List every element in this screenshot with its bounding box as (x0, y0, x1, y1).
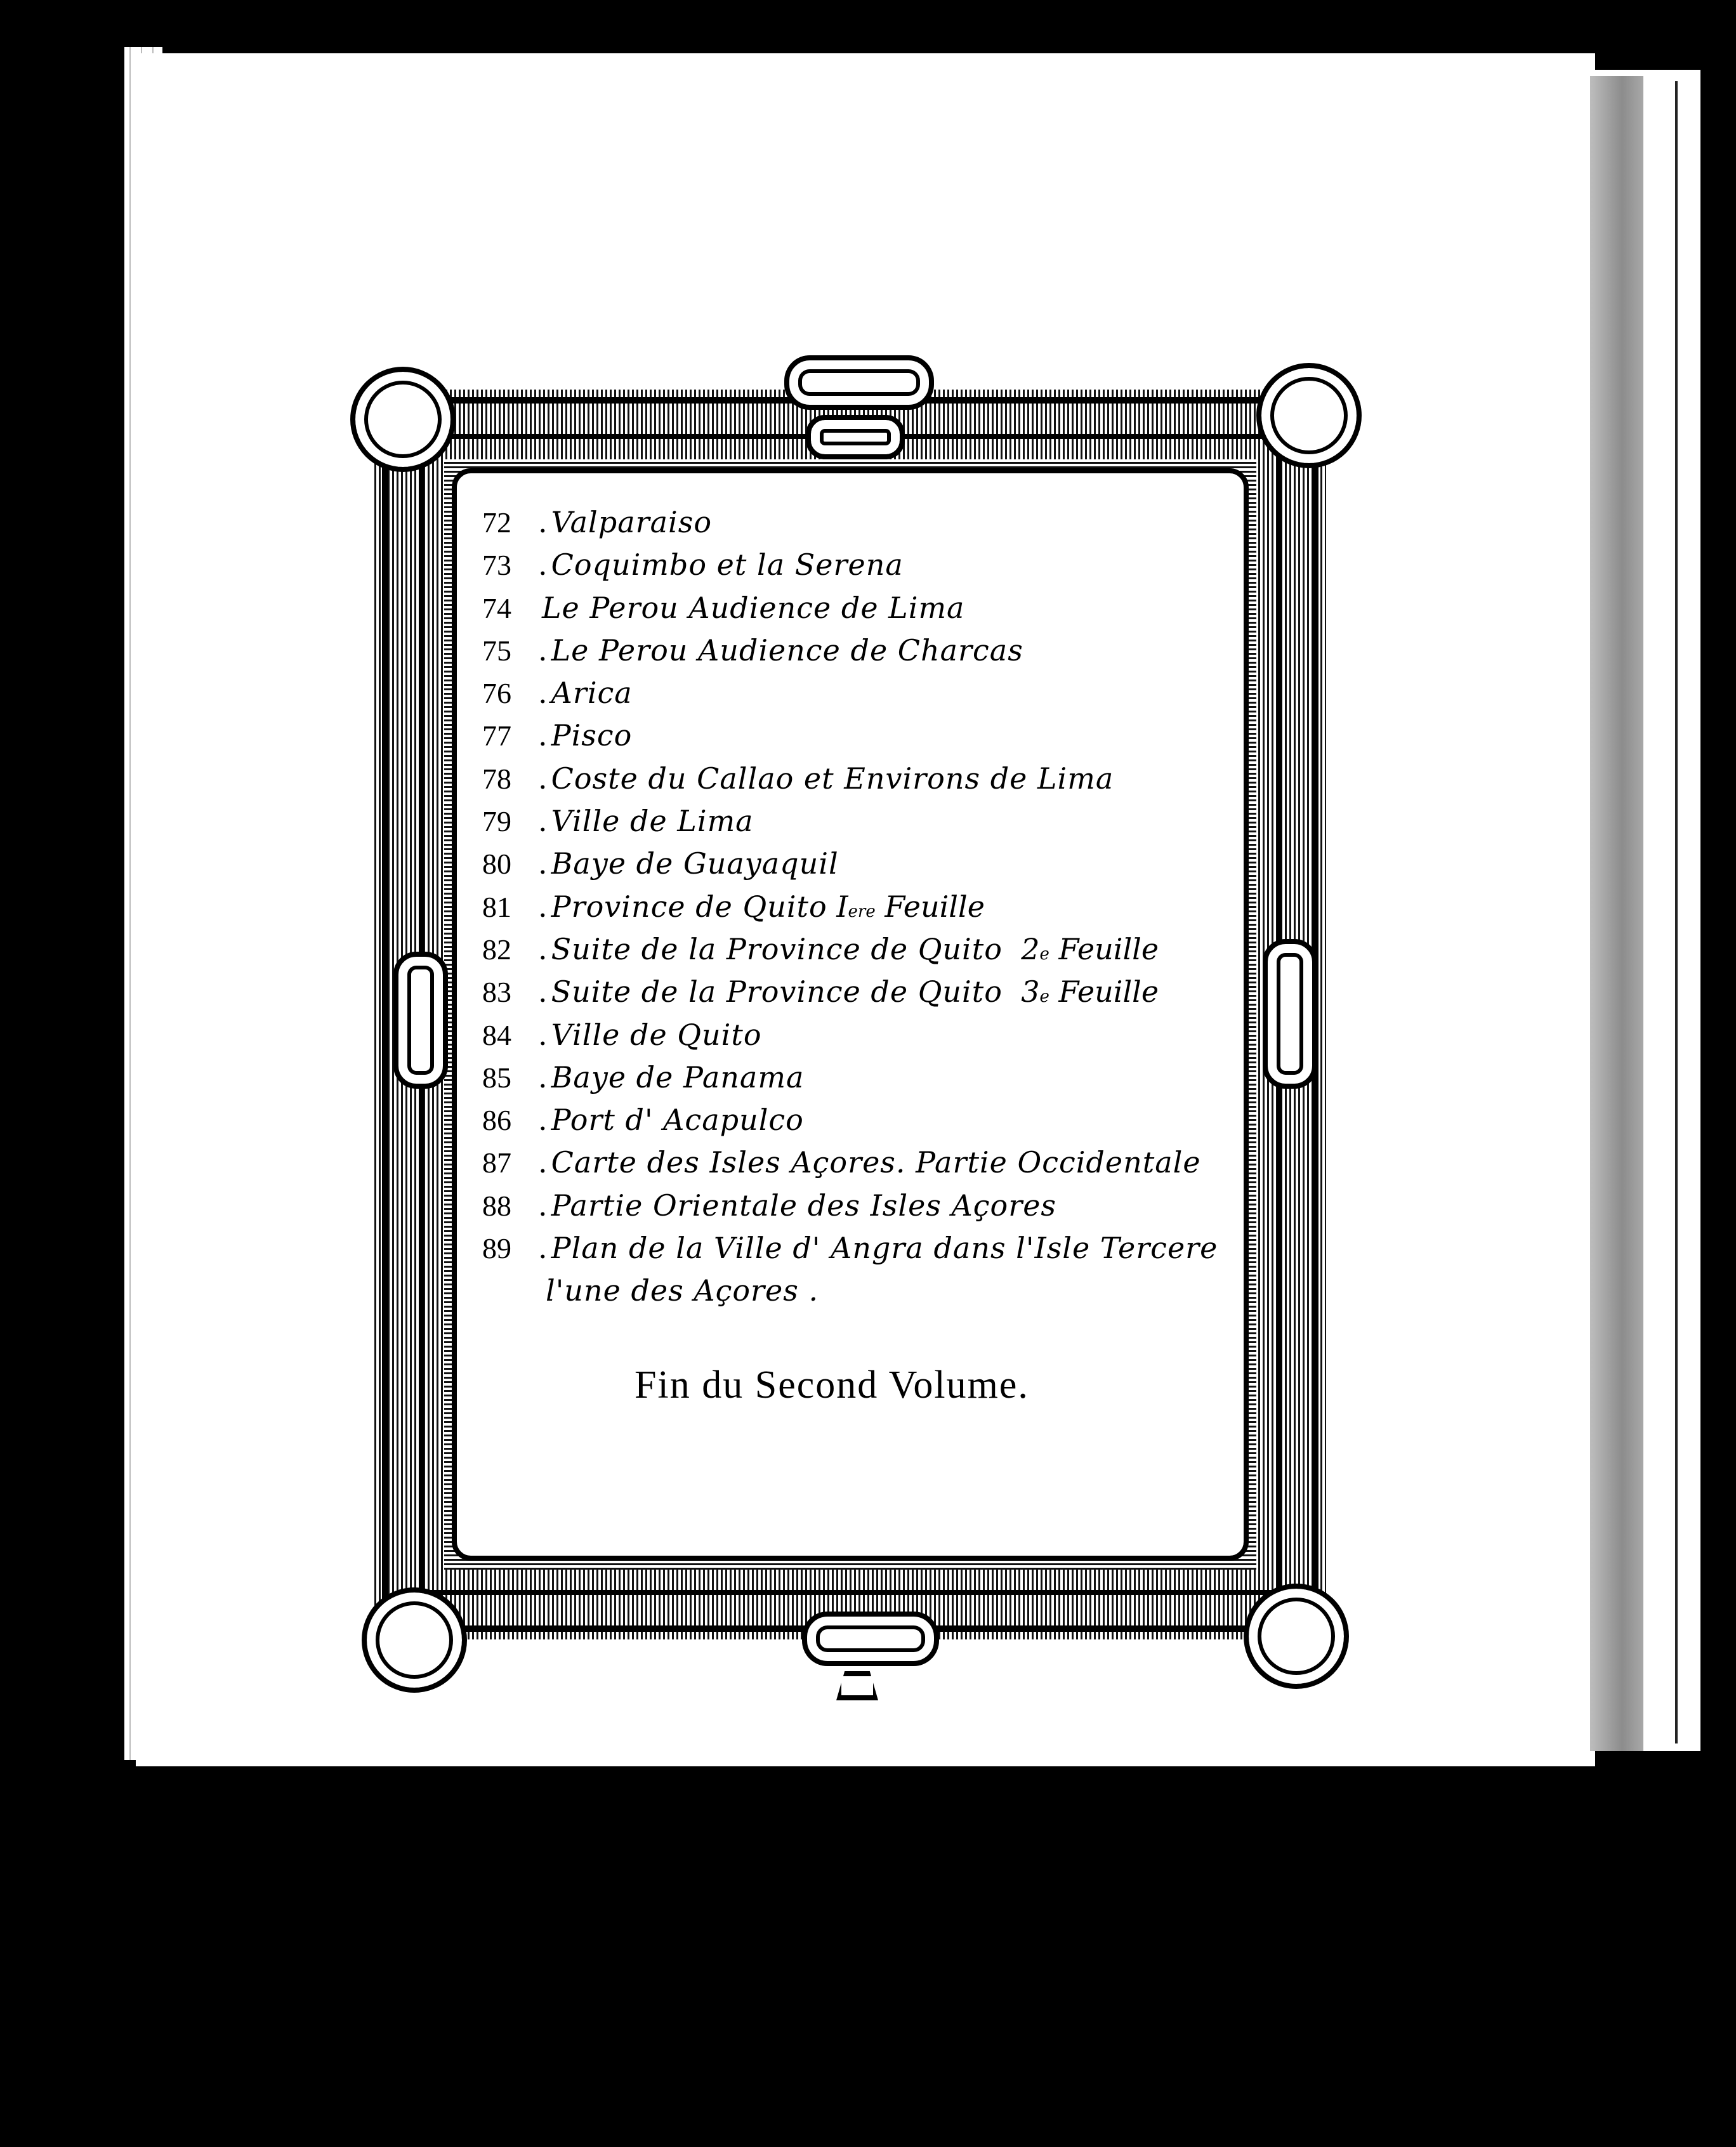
top-shell-ornament (806, 415, 905, 459)
entry-number: 83 (482, 976, 511, 1009)
right-side-ornament (1263, 939, 1317, 1089)
entry-number: 81 (482, 890, 511, 923)
entry-number: 76 (482, 677, 511, 710)
entry-title: Le Perou Audience de Lima (542, 590, 965, 625)
separator: . (538, 1060, 548, 1094)
entry-title: Valparaiso (551, 505, 713, 539)
entry-title: Coquimbo et la Serena (551, 548, 904, 582)
list-item: 81 . Province de Quito I ere Feuille (482, 886, 1231, 928)
list-item: 82 . Suite de la Province de Quito 2 e Feuille (482, 928, 1231, 971)
plate-list (482, 501, 1231, 1313)
entry-title: Suite de la Province de Quito (551, 975, 1003, 1009)
entry-title: Baye de Panama (551, 1060, 805, 1094)
sheet-word: Feuille (1058, 931, 1159, 966)
sheet-word: Feuille (1058, 975, 1159, 1009)
entry-title: Arica (551, 676, 633, 711)
list-item (482, 1227, 1231, 1270)
entry-number: 75 (482, 634, 511, 667)
separator: . (538, 676, 548, 711)
separator: . (538, 975, 548, 1009)
sheet-word: Feuille (884, 889, 985, 924)
entry-number: 82 (482, 933, 511, 966)
entry-number: 74 (482, 591, 511, 624)
separator: . (538, 1231, 548, 1266)
list-item (482, 587, 1231, 629)
separator: . (538, 804, 548, 839)
entry-number: 78 (482, 762, 511, 795)
separator: . (538, 1103, 548, 1138)
entry-continuation: l'une des Açores . (546, 1273, 819, 1308)
entry-title: Carte des Isles Açores. Partie Occidentale (551, 1145, 1201, 1180)
list-item: 83 . Suite de la Province de Quito 3 e Feuille (482, 971, 1231, 1013)
entry-title: Partie Orientale des Isles Açores (551, 1188, 1057, 1223)
separator: . (538, 548, 548, 582)
list-item (482, 1099, 1231, 1141)
sheet-number: 2 (1021, 931, 1040, 966)
list-item (482, 672, 1231, 714)
entry-number: 87 (482, 1146, 511, 1179)
list-item (482, 758, 1231, 800)
list-item (482, 843, 1231, 885)
entry-title: Baye de Guayaquil (551, 846, 839, 881)
corner-ornament-top-right (1256, 363, 1362, 468)
list-item (482, 714, 1231, 757)
entry-title: Ville de Lima (551, 804, 754, 839)
entry-number: 84 (482, 1018, 511, 1051)
list-item (482, 1056, 1231, 1099)
entry-title: Pisco (551, 718, 633, 753)
entry-title: Coste du Callao et Environs de Lima (551, 761, 1114, 796)
list-item (482, 800, 1231, 843)
list-item (482, 544, 1231, 586)
separator: . (538, 1145, 548, 1180)
list-item (482, 501, 1231, 544)
entry-number: 80 (482, 848, 511, 881)
separator: . (538, 846, 548, 881)
separator: . (538, 718, 548, 753)
sheet-number: I (836, 889, 848, 924)
entry-number: 73 (482, 549, 511, 582)
corner-ornament-bottom-right (1244, 1584, 1349, 1689)
entry-number: 86 (482, 1104, 511, 1137)
entry-number: 89 (482, 1232, 511, 1265)
separator: . (538, 633, 548, 667)
list-item (482, 1185, 1231, 1227)
bottom-shell-ornament (802, 1612, 939, 1666)
entry-title: Suite de la Province de Quito (551, 931, 1003, 966)
entry-number: 88 (482, 1189, 511, 1222)
separator: . (538, 505, 548, 539)
entry-title: Province de Quito (551, 889, 827, 924)
page-edge-line (1675, 81, 1678, 1743)
entry-number: 72 (482, 506, 511, 539)
entry-title: Le Perou Audience de Charcas (551, 633, 1023, 667)
entry-number: 85 (482, 1061, 511, 1094)
separator: . (538, 1188, 548, 1223)
list-item (482, 629, 1231, 672)
corner-ornament-top-left (350, 367, 456, 472)
entry-title: Port d' Acapulco (551, 1103, 804, 1138)
volume-end-title: Fin du Second Volume. (635, 1363, 1029, 1407)
entry-number: 79 (482, 805, 511, 838)
separator: . (538, 931, 548, 966)
left-side-ornament (393, 952, 448, 1089)
separator: . (538, 889, 548, 924)
corner-ornament-bottom-left (362, 1587, 467, 1693)
list-item (482, 1014, 1231, 1056)
entry-title: Ville de Quito (551, 1017, 762, 1052)
top-crest-ornament (784, 355, 934, 410)
list-item (482, 1141, 1231, 1184)
sheet-number: 3 (1021, 975, 1040, 1009)
entry-number: 77 (482, 719, 511, 752)
separator: . (538, 1017, 548, 1052)
separator: . (538, 761, 548, 796)
page-gutter-shadow (1590, 76, 1643, 1751)
entry-title: Plan de la Ville d' Angra dans l'Isle Tercere (551, 1231, 1218, 1266)
